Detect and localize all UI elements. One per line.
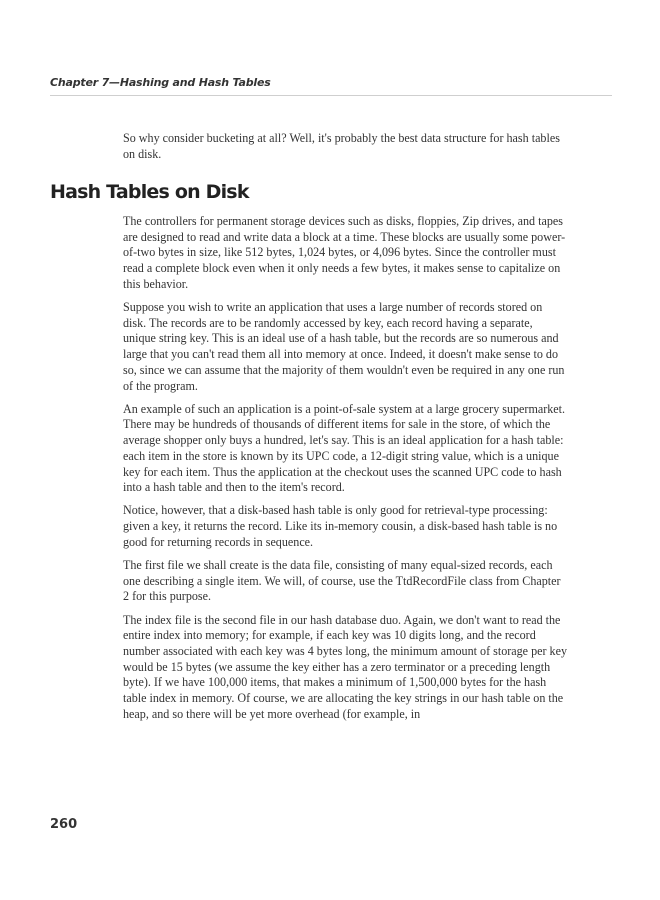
section-body <box>123 214 568 730</box>
intro-block <box>123 131 568 170</box>
intro-paragraph: So why consider bucketing at all? Well, it's probably the best data structure for hash tables on disk. <box>123 131 560 161</box>
paragraph: Suppose you wish to write an application that uses a large number of records stored on disk. The records are to be randomly accessed by key, each record having a separate, unique string key. This is an ideal use of a hash table, but the records are so numerous and large that you can't read them all into memory at once. Indeed, it doesn't make sense to do so, since we can assume that the majority of them wouldn't even be required in any one run of the program. <box>123 300 565 393</box>
running-head: Chapter 7—Hashing and Hash Tables <box>50 76 271 89</box>
paragraph: The first file we shall create is the data file, consisting of many equal-sized records, each one describing a single item. We will, of course, use the TtdRecordFile class from Chapter 2 for this purpose. <box>123 558 561 604</box>
section-heading: Hash Tables on Disk <box>50 181 249 203</box>
page-number: 260 <box>50 817 78 832</box>
paragraph: The controllers for permanent storage devices such as disks, floppies, Zip drives, and tapes are designed to read and write data a block at a time. These blocks are usually some power-of-two bytes in size, like 512 bytes, 1,024 bytes, or 4,096 bytes. Since the controller must read a complete block even when it only needs a few bytes, it makes sense to capitalize on this behavior. <box>123 214 566 291</box>
header-rule <box>50 95 612 96</box>
paragraph: Notice, however, that a disk-based hash table is only good for retrieval-type processing: given a key, it returns the record. Like its in-memory cousin, a disk-based hash table is no good for returning records in sequence. <box>123 503 558 549</box>
paragraph: The index file is the second file in our hash database duo. Again, we don't want to read the entire index into memory; for example, if each key was 10 digits long, and the record number associated with each key was 4 bytes long, the minimum amount of storage per key would be 15 bytes (we assume the key either has a zero terminator or a preceding length byte). If we have 100,000 items, that makes a minimum of 1,500,000 bytes for the hash table index in memory. Of course, we are allocating the key strings in our hash table on the heap, and so there will be yet more overhead (for example, in <box>123 612 567 721</box>
paragraph: An example of such an application is a point-of-sale system at a large grocery supermarket. There may be hundreds of thousands of different items for sale in the store, of which the average shopper only buys a hundred, let's say. This is an ideal application for a hash table: each item in the store is known by its UPC code, a 12-digit string value, which is a unique key for each item. Thus the application at the checkout uses the scanned UPC code to hash into a hash table and then to the item's record. <box>123 401 566 495</box>
